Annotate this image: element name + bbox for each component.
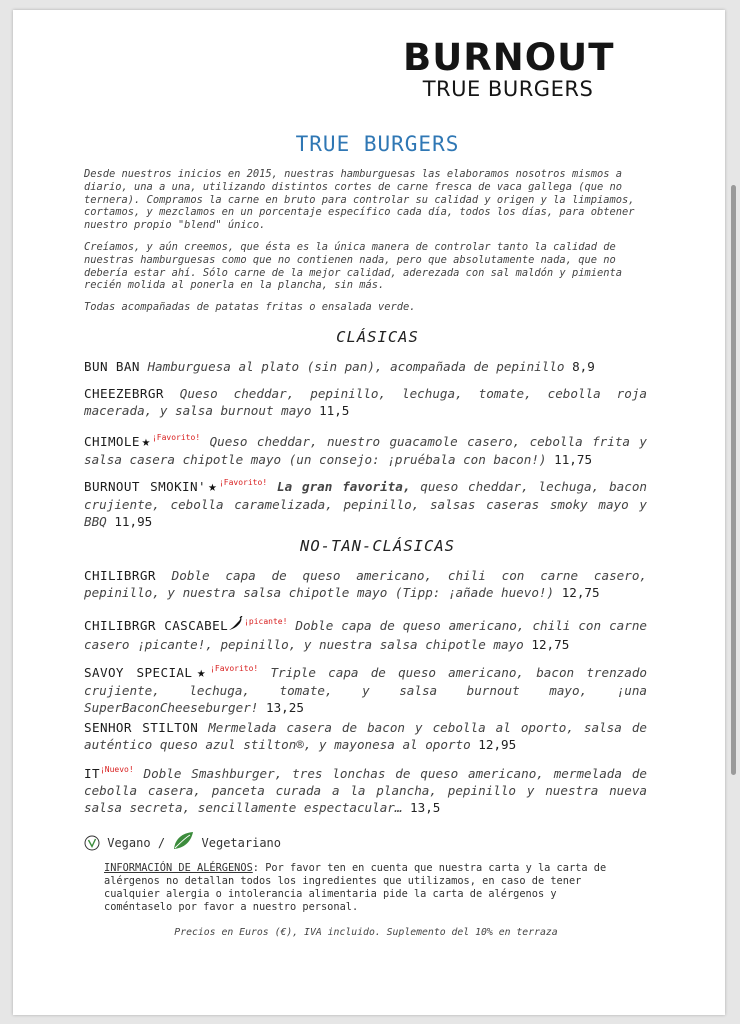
scrollbar[interactable] <box>731 185 736 775</box>
menu-item <box>84 385 647 419</box>
section-title-no-tan-clasicas: NO-TAN-CLÁSICAS <box>300 537 455 555</box>
item-description: Doble Smashburger, tres lonchas de queso americano, mermelada de cebolla casera, panceta curada a la plancha, pepinillo y nuestra nueva salsa secreta, sencillamente espectacular… <box>84 766 647 815</box>
favorite-badge: ¡Favorito! <box>218 478 268 487</box>
item-description: Hamburguesa al plato (sin pan), acompañada de pepinillo <box>147 359 565 374</box>
menu-item <box>84 358 647 375</box>
item-name: IT <box>84 766 100 781</box>
allergens-note <box>104 862 612 914</box>
allergens-heading: INFORMACIÓN DE ALÉRGENOS <box>104 862 253 874</box>
item-price: 12,75 <box>561 585 600 600</box>
allergens-text: : Por favor ten en cuenta que nuestra carta y la carta de alérgenos no detallan todos los ingredientes que utilizamos, en caso de tener cualquier alergia o intolerancia alimentaria pide la carta de alérgenos y coméntaselo por favor a nuestro personal. <box>104 862 607 913</box>
item-name: BURNOUT SMOKIN' <box>84 479 206 494</box>
item-name: CHILIBRGR CASCABEL <box>84 618 229 633</box>
menu-item <box>84 761 647 816</box>
intro-paragraph: Creíamos, y aún creemos, que ésta es la única manera de controlar tanto la calidad de nuestras hamburguesas como que no contienen nada, pero que absolutamente nada, que no debería estar ahí. Sólo carne de la mejor calidad, aderezada con sal maldón y pimienta recién molida al ponerla en la plancha, sin más. <box>84 241 622 292</box>
item-description: queso cheddar, lechuga, bacon crujiente, cebolla caramelizada, pepinillo, salsas caseras smoky mayo y BBQ <box>84 479 647 529</box>
diet-legend <box>84 831 281 851</box>
item-name: SENHOR STILTON <box>84 720 199 735</box>
logo-main-text: BURNOUT <box>403 36 615 79</box>
spicy-badge: ¡picante! <box>244 617 288 626</box>
brand-logo <box>403 38 613 100</box>
menu-item <box>84 474 647 530</box>
item-description: Queso cheddar, nuestro guacamole casero, cebolla frita y salsa casera chipotle mayo (un consejo: ¡pruébala con bacon!) <box>84 434 647 467</box>
favorite-badge: ¡Favorito! <box>151 433 201 442</box>
item-description: Doble capa de queso americano, chili con carne casero, pepinillo, y nuestra salsa chipotle mayo (Tipp: ¡añade huevo!) <box>84 568 647 600</box>
favorite-badge: ¡Favorito! <box>210 664 259 673</box>
menu-item <box>84 719 647 753</box>
item-price: 12,75 <box>531 637 570 652</box>
item-description: Queso cheddar, pepinillo, lechuga, tomate, cebolla roja macerada, y salsa burnout mayo <box>84 386 647 418</box>
item-description: Doble capa de queso americano, chili con carne casero ¡picante!, pepinillo, y nuestra salsa chipotle mayo <box>84 618 647 652</box>
item-name: SAVOY SPECIAL <box>84 665 193 680</box>
intro-paragraph: Desde nuestros inicios en 2015, nuestras hamburguesas las elaboramos nosotros mismos a diario, una a una, utilizando distintos cortes de carne fresca de vaca gallega (que no ternera). Compramos la carne en bruto para controlar su calidad y origen y la limpiamos, cortamos, y mezclamos en un porcentaje específico cada día, todos los días, para obtener nuestro propio "blend" único. <box>84 168 635 232</box>
item-price: 11,95 <box>114 514 153 529</box>
item-name: BUN BAN <box>84 359 140 374</box>
legend-separator: / <box>157 836 166 850</box>
menu-item <box>84 660 647 716</box>
intro-paragraph: Todas acompañadas de patatas fritas o ensalada verde. <box>84 301 416 313</box>
section-title-clasicas: CLÁSICAS <box>336 328 419 346</box>
chili-pepper-icon <box>228 616 244 636</box>
vegan-label: Vegano <box>107 836 151 850</box>
vegetarian-label: Vegetariano <box>201 836 282 850</box>
item-price: 13,25 <box>265 700 304 715</box>
item-name: CHIMOLE <box>84 434 140 449</box>
menu-item <box>84 567 647 601</box>
new-badge: ¡Nuevo! <box>99 765 134 774</box>
item-description: Triple capa de queso americano, bacon trenzado crujiente, lechuga, tomate, y salsa burnout mayo, ¡una SuperBaconCheeseburger! <box>84 665 647 715</box>
item-price: 11,5 <box>319 403 350 418</box>
item-price: 11,75 <box>554 452 593 467</box>
item-description: Mermelada casera de bacon y cebolla al oporto, salsa de auténtico queso azul stilton®, y mayonesa al oporto <box>84 720 647 752</box>
item-price: 8,9 <box>572 359 595 374</box>
item-highlight: La gran favorita, <box>277 479 411 494</box>
logo-sub-text: TRUE BURGERS <box>422 77 594 101</box>
star-icon: ★ <box>206 479 219 495</box>
page-title: TRUE BURGERS <box>295 132 460 156</box>
vegetarian-leaf-icon <box>172 836 194 850</box>
menu-item <box>84 613 647 653</box>
vegan-icon <box>84 836 100 850</box>
item-name: CHILIBRGR <box>84 568 156 583</box>
item-price: 13,5 <box>410 800 441 815</box>
star-icon: ★ <box>139 434 152 450</box>
menu-item <box>84 429 647 468</box>
item-name: CHEEZEBRGR <box>84 386 164 401</box>
item-price: 12,95 <box>478 737 517 752</box>
star-icon: ★ <box>192 665 211 681</box>
price-footer: Precios en Euros (€), IVA incluido. Suplemento del 10% en terraza <box>174 927 558 938</box>
